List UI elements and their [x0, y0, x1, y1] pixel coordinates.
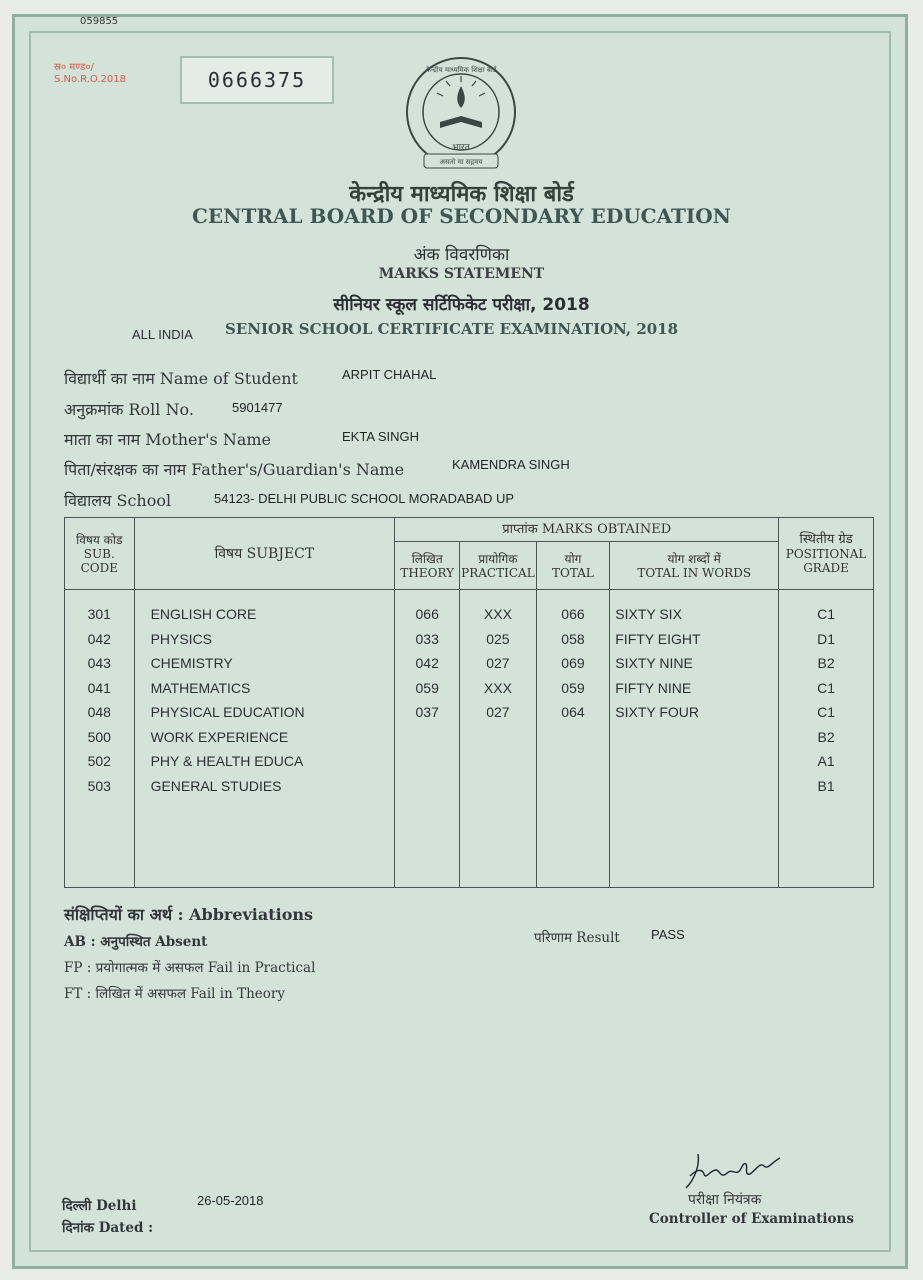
header-subject: विषय SUBJECT: [134, 518, 395, 590]
result-label: परिणाम Result: [534, 930, 620, 946]
sub-code: 502: [87, 753, 111, 769]
practical-marks: XXX: [483, 606, 512, 622]
column-subject: [134, 590, 395, 888]
emblem-country: भारत: [452, 143, 470, 153]
header-sub-code: [65, 518, 135, 590]
roll-number-label: अनुक्रमांक Roll No.: [64, 400, 194, 419]
theory-marks: 037: [415, 704, 439, 720]
roll-number: 5901477: [232, 400, 283, 415]
total-in-words: SIXTY SIX: [615, 606, 682, 622]
header-grade-en-2: GRADE: [803, 560, 849, 575]
header-theory-en: THEORY: [400, 565, 455, 580]
sub-code: 043: [87, 655, 111, 671]
statement-title-english: MARKS STATEMENT: [378, 266, 545, 282]
total-marks: 064: [561, 704, 585, 720]
sub-code: 500: [87, 728, 111, 745]
father-name-label: पिता/संरक्षक का नाम Father's/Guardian's Name: [64, 460, 405, 479]
header-grade-hindi: स्थितीय ग्रेड: [799, 531, 853, 547]
positional-grade: D1: [817, 630, 836, 647]
header-theory-hindi: लिखित: [411, 551, 443, 566]
header-grade-en-1: POSITIONAL: [785, 546, 867, 561]
sub-code: 042: [87, 630, 111, 647]
header-theory: [395, 542, 460, 590]
column-sub-code: [65, 590, 135, 888]
result-value: PASS: [651, 927, 685, 942]
total-marks: 059: [561, 679, 585, 696]
controller-title-hindi: परीक्षा नियंत्रक: [688, 1192, 762, 1208]
total-marks: 069: [561, 655, 585, 671]
subject-name: MATHEMATICS: [150, 679, 251, 696]
stamp-line-2: S.No.R.O.2018: [54, 74, 126, 85]
theory-marks: 042: [415, 655, 439, 671]
positional-grade: C1: [817, 679, 836, 696]
place-label: दिल्ली Delhi: [62, 1198, 137, 1214]
positional-grade: B1: [817, 777, 835, 794]
total-in-words: SIXTY FOUR: [615, 704, 700, 720]
serial-number: 059855: [80, 16, 119, 27]
header-practical-hindi: प्रायोगिक: [478, 551, 518, 566]
mother-name: EKTA SINGH: [342, 429, 420, 444]
positional-grade: A1: [817, 753, 835, 769]
header-positional-grade: [779, 518, 874, 590]
subject-name: PHYSICS: [150, 630, 213, 647]
header-marks-obtained: प्राप्तांक MARKS OBTAINED: [395, 518, 779, 542]
column-total-words: [610, 590, 779, 888]
red-stamp: [54, 62, 126, 86]
exam-scope: ALL INDIA: [132, 327, 193, 342]
header-code-en-1: SUB.: [83, 546, 115, 561]
theory-marks: 059: [415, 679, 439, 696]
subject-name: ENGLISH CORE: [150, 606, 257, 622]
board-name-english: CENTRAL BOARD OF SECONDARY EDUCATION: [192, 204, 731, 228]
school-label: विद्यालय School: [64, 491, 172, 510]
abbreviation-fail-theory: FT : लिखित में असफल Fail in Theory: [64, 986, 285, 1002]
sub-code: 503: [87, 777, 111, 794]
emblem-motto: असतो मा सद्गमय: [439, 158, 483, 166]
abbreviations-title: संक्षिप्तियों का अर्थ : Abbreviations: [64, 905, 314, 924]
exam-title-hindi: सीनियर स्कूल सर्टिफिकेट परीक्षा, 2018: [333, 295, 590, 315]
abbreviation-absent: AB : अनुपस्थित Absent: [64, 934, 208, 950]
father-name: KAMENDRA SINGH: [452, 457, 570, 472]
sub-code: 041: [87, 679, 111, 696]
header-total-words: [610, 542, 779, 590]
column-grade: [779, 590, 874, 888]
marks-table: [64, 517, 874, 888]
header-total-en: TOTAL: [552, 565, 594, 580]
total-in-words: FIFTY NINE: [615, 679, 692, 696]
issue-date: 26-05-2018: [197, 1193, 264, 1208]
header-practical-en: PRACTICAL: [461, 565, 535, 580]
sub-code: 301: [87, 606, 111, 622]
total-in-words: FIFTY EIGHT: [615, 630, 701, 647]
school-name: 54123- DELHI PUBLIC SCHOOL MORADABAD UP: [214, 491, 515, 506]
positional-grade: B2: [817, 728, 835, 745]
column-theory: [395, 590, 460, 888]
exam-title-english: SENIOR SCHOOL CERTIFICATE EXAMINATION, 2018: [225, 320, 679, 338]
positional-grade: B2: [817, 655, 835, 671]
mother-name-label: माता का नाम Mother's Name: [64, 430, 272, 449]
cbse-emblem-icon: [400, 56, 522, 174]
theory-marks: 033: [415, 630, 439, 647]
date-label: दिनांक Dated :: [62, 1220, 154, 1236]
practical-marks: 025: [486, 630, 510, 647]
practical-marks: XXX: [483, 679, 512, 696]
column-practical: [460, 590, 537, 888]
header-code-hindi: विषय कोड: [76, 532, 123, 547]
total-marks: 066: [561, 606, 585, 622]
student-name-label: विद्यार्थी का नाम Name of Student: [64, 369, 298, 388]
subject-name: WORK EXPERIENCE: [150, 728, 289, 745]
subject-name: CHEMISTRY: [150, 655, 233, 671]
header-total: [536, 542, 610, 590]
header-practical: [460, 542, 537, 590]
controller-title-english: Controller of Examinations: [649, 1211, 854, 1227]
subject-name: PHY & HEALTH EDUCA: [150, 753, 304, 769]
total-marks: 058: [561, 630, 585, 647]
header-code-en-2: CODE: [80, 560, 118, 575]
subject-name: GENERAL STUDIES: [150, 777, 282, 794]
total-in-words: SIXTY NINE: [615, 655, 693, 671]
column-total: [536, 590, 610, 888]
positional-grade: C1: [817, 704, 836, 720]
practical-marks: 027: [486, 704, 510, 720]
marks-body: [65, 590, 874, 888]
header-total-hindi: योग: [564, 551, 582, 566]
practical-marks: 027: [486, 655, 510, 671]
sub-code: 048: [87, 704, 111, 720]
header-words-en: TOTAL IN WORDS: [637, 565, 752, 580]
stamp-line-1: स्र० मण्ड०/: [54, 62, 94, 73]
header-words-hindi: योग शब्दों में: [667, 551, 721, 566]
subject-name: PHYSICAL EDUCATION: [150, 704, 305, 720]
board-name-hindi: केन्द्रीय माध्यमिक शिक्षा बोर्ड: [349, 182, 574, 207]
abbreviation-fail-practical: FP : प्रयोगात्मक में असफल Fail in Practical: [64, 960, 316, 976]
emblem-ring-text: केन्द्रीय माध्यमिक शिक्षा बोर्ड: [425, 66, 497, 74]
positional-grade: C1: [817, 606, 836, 622]
certificate-number: 0666375: [180, 56, 334, 104]
theory-marks: 066: [415, 606, 439, 622]
statement-title-hindi: अंक विवरणिका: [413, 245, 510, 265]
student-name: ARPIT CHAHAL: [342, 367, 437, 382]
